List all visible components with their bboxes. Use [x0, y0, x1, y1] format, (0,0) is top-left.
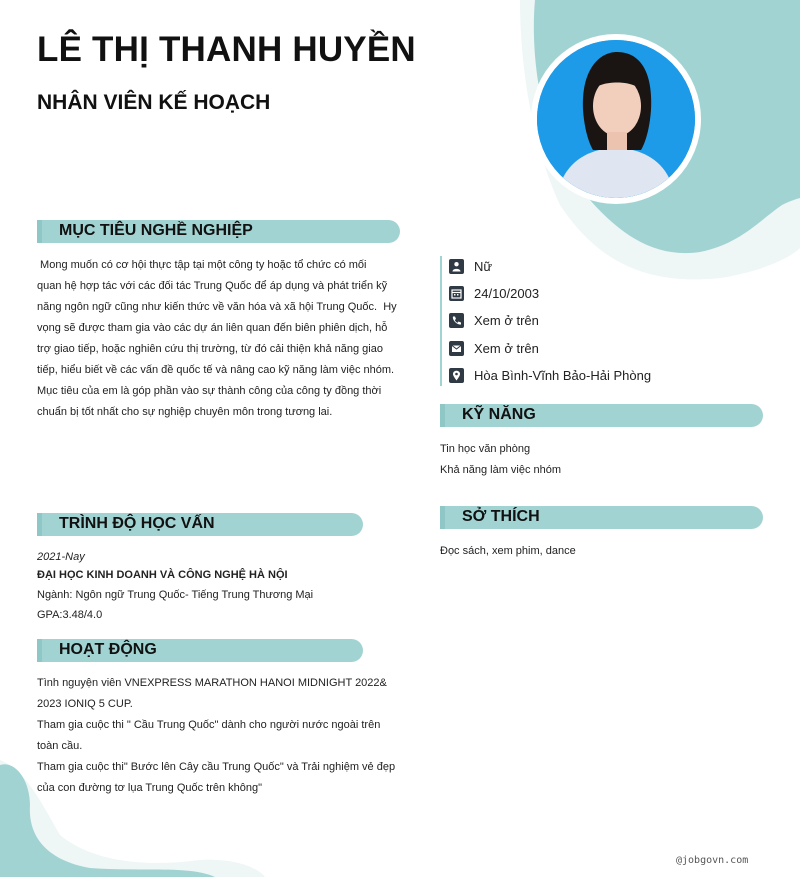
birthdate-value: 24/10/2003 — [474, 285, 540, 301]
objective-line: vọng sẽ được tham gia vào các dự án liên quan đến biên phiên dịch, hỗ — [37, 322, 388, 334]
hobbies-text: Đọc sách, xem phim, dance — [440, 545, 576, 557]
activity-line: Tham gia cuộc thi" Bước lên Cây cầu Trung Quốc" và Trải nghiệm vẻ đẹp — [37, 761, 396, 773]
objective-text — [37, 255, 402, 423]
activity-line: toàn cầu. — [37, 740, 83, 752]
watermark: @jobgovn.com — [676, 855, 749, 866]
profile-photo — [537, 40, 695, 198]
hobbies-title: SỞ THÍCH — [462, 508, 540, 525]
activities-title: HOẠT ĐỘNG — [59, 641, 157, 658]
candidate-name: LÊ THỊ THANH HUYỀN — [37, 30, 416, 69]
contact-birthdate — [449, 284, 539, 302]
portrait-image — [537, 40, 695, 198]
objective-line: trợ giao tiếp, hoặc nghiên cứu thị trường, từ đó cải thiện khả năng giao — [37, 343, 383, 355]
email-value: Xem ở trên — [474, 340, 539, 356]
objective-title: MỤC TIÊU NGHỀ NGHIỆP — [59, 222, 253, 239]
education-period: 2021-Nay — [37, 551, 85, 563]
location-pin-icon — [449, 368, 464, 383]
phone-value: Xem ở trên — [474, 312, 539, 328]
gender-value: Nữ — [474, 258, 493, 274]
education-major: Ngành: Ngôn ngữ Trung Quốc- Tiếng Trung Thương Mại — [37, 589, 314, 601]
profile-photo-frame — [531, 34, 701, 204]
activity-line: Tình nguyện viên VNEXPRESS MARATHON HANOI MIDNIGHT 2022& — [37, 677, 387, 689]
education-section-header — [37, 513, 363, 536]
activity-line: 2023 IONIQ 5 CUP. — [37, 698, 133, 710]
calendar-icon — [449, 286, 464, 301]
hobbies-section-header — [440, 506, 763, 529]
activity-line: của con đường tơ lụa Trung Quốc trên không" — [37, 782, 263, 794]
objective-line: Mong muốn có cơ hội thực tập tại một công ty hoặc tổ chức có mối — [37, 259, 367, 271]
skill-item: Khả năng làm việc nhóm — [440, 464, 562, 476]
education-title: TRÌNH ĐỘ HỌC VẤN — [59, 515, 215, 532]
phone-icon — [449, 313, 464, 328]
skills-title: KỸ NĂNG — [462, 406, 536, 423]
objective-line: năng ngôn ngữ cũng như kiến thức về văn hóa và xã hội Trung Quốc. Hy — [37, 301, 397, 313]
contact-divider — [440, 256, 442, 386]
email-icon — [449, 341, 464, 356]
contact-address — [449, 366, 651, 384]
skill-item: Tin học văn phòng — [440, 443, 531, 455]
activity-line: Tham gia cuộc thi " Cầu Trung Quốc" dành cho người nước ngoài trên — [37, 719, 381, 731]
address-value: Hòa Bình-Vĩnh Bảo-Hải Phòng — [474, 367, 652, 383]
education-school: ĐẠI HỌC KINH DOANH VÀ CÔNG NGHỆ HÀ NỘI — [37, 569, 288, 581]
objective-section-header — [37, 220, 400, 243]
contact-gender — [449, 257, 492, 275]
activities-section-header — [37, 639, 363, 662]
job-title: NHÂN VIÊN KẾ HOẠCH — [37, 91, 271, 114]
skills-section-header — [440, 404, 763, 427]
education-gpa: GPA:3.48/4.0 — [37, 609, 103, 621]
objective-line: quan hệ hợp tác với các đối tác Trung Quốc để áp dụng và phát triển kỹ — [37, 280, 388, 292]
objective-line: chuẩn bị tốt nhất cho sự nghiệp chuyên môn trong tương lai. — [37, 406, 333, 418]
objective-line: Mục tiêu của em là góp phần vào sự thành công của công ty đồng thời — [37, 385, 382, 397]
activities-text — [37, 673, 400, 799]
person-icon — [449, 259, 464, 274]
contact-email — [449, 339, 539, 357]
contact-phone — [449, 311, 539, 329]
objective-line: tiếp, hiểu biết về các vấn đề quốc tế và nâng cao kỹ năng làm việc nhóm. — [37, 364, 395, 376]
